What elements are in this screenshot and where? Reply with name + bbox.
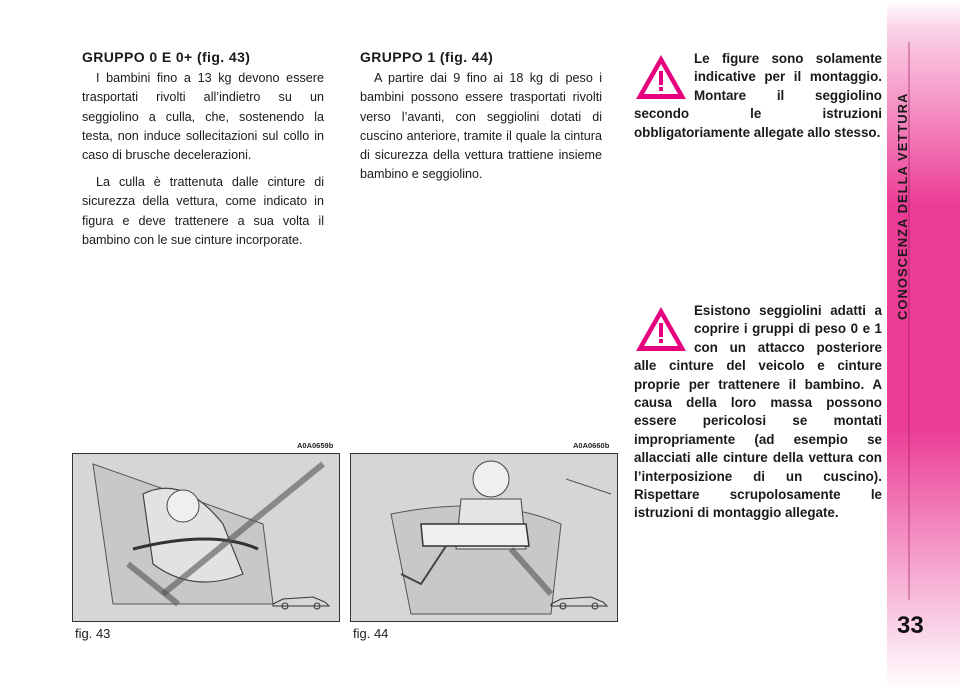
figure-code: A0A0659b [297, 441, 334, 450]
warning-note [634, 302, 882, 523]
paragraph: A partire dai 9 fino ai 18 kg di peso i bambini possono essere trasportati rivolti verso l’avanti, con seggiolini dotati di cuscino anteriore, tramite il quale la cintura di sicurezza della vettura trattiene insieme bambino e seggiolino. [360, 71, 602, 182]
figure-illustration [350, 453, 618, 622]
warning-text: Esistono seggiolini adatti a coprire i gruppi di peso 0 e 1 con un attacco posteriore alle cinture del veicolo e cinture proprie per trattenere il bambino. A causa della loro massa possono essere pericolosi se montati impropriamente (ad esempio se allacciati alle cinture della vettura con l’interposizione di un cuscino). Rispettare scrupolosamente le istruzioni di montaggio allegate. [634, 303, 882, 521]
warning-triangle-icon [634, 304, 688, 354]
figure-caption: fig. 44 [353, 626, 389, 641]
figure-caption: fig. 43 [75, 626, 111, 641]
figure-illustration [72, 453, 340, 622]
warning-triangle-icon [634, 52, 688, 102]
paragraph: I bambini fino a 13 kg devono essere trasportati rivolti all’indietro su un seggiolino a culla, che, sostenendo la testa, non induce sollecitazioni sul collo in caso di brusche decelerazioni. [82, 71, 324, 163]
section-heading: GRUPPO 0 E 0+ (fig. 43) [82, 49, 251, 65]
page-number: 33 [897, 612, 924, 639]
section-gruppo-1 [360, 48, 602, 192]
section-gruppo-0 [82, 48, 324, 258]
warning-text: Le figure sono solamente indicative per il montaggio. Montare il seggiolino secondo le istruzioni obbligatoriamente allegate allo stesso. [634, 51, 882, 140]
chapter-title: CONOSCENZA DELLA VETTURA [895, 92, 910, 320]
paragraph: La culla è trattenuta dalle cinture di sicurezza della vettura, come indicato in figura e deve trattenere a sua volta il bambino con le sue cinture incorporate. [82, 175, 324, 247]
warning-note [634, 50, 882, 142]
section-heading: GRUPPO 1 (fig. 44) [360, 49, 494, 65]
figure-code: A0A0660b [573, 441, 610, 450]
